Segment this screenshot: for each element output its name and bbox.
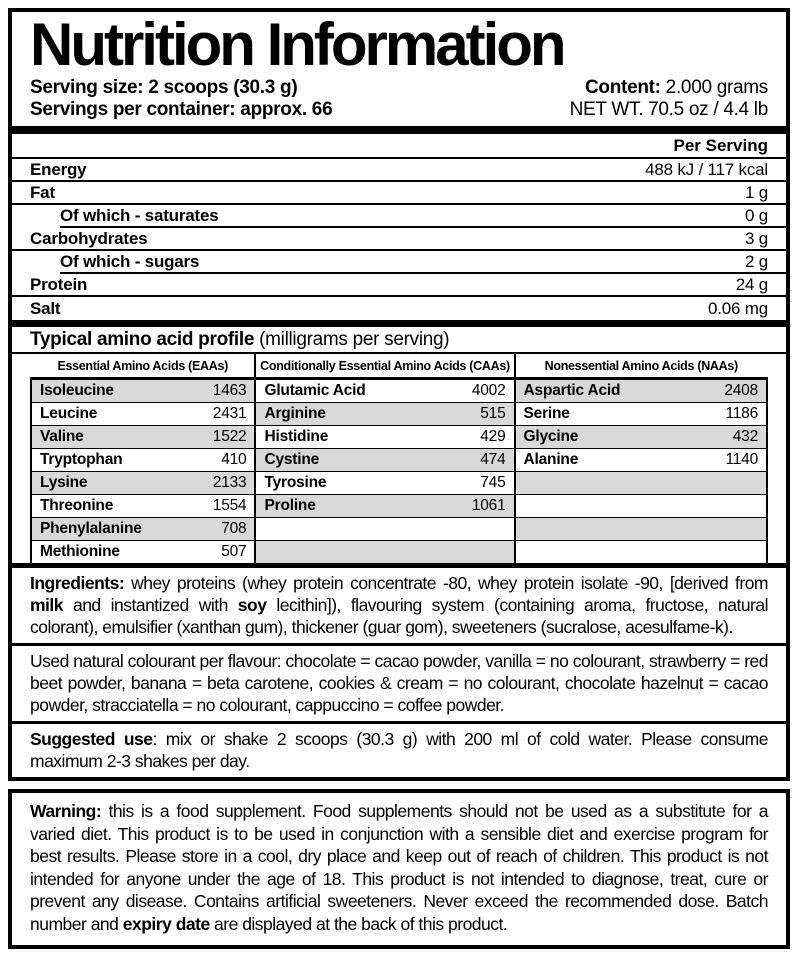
amino-name: Glycine: [523, 428, 579, 445]
ingredients-paragraph: [12, 568, 786, 643]
amino-row-7: [31, 518, 767, 541]
amino-value: 2133: [212, 474, 247, 491]
column-header-eaa: Essential Amino Acids (EAAs): [31, 354, 255, 379]
amino-name: Serine: [523, 405, 570, 422]
table-row-protein: [12, 274, 786, 297]
suggested-use-label: Suggested use: [30, 729, 153, 749]
amino-name: Phenylalanine: [40, 520, 142, 537]
ingredients-text: and instantized with: [63, 595, 238, 615]
amino-name: Tyrosine: [264, 474, 327, 491]
amino-value: 1140: [725, 451, 758, 468]
amino-value: 1463: [212, 382, 247, 399]
content-label: Content:: [585, 77, 661, 98]
amino-value: 2431: [212, 405, 247, 422]
amino-value: 745: [480, 474, 506, 491]
table-row-fat: [12, 182, 786, 205]
servings-per-container: Servings per container: approx. 66: [30, 99, 333, 120]
nutrient-name: Fat: [30, 182, 55, 202]
amino-name: Histidine: [264, 428, 329, 445]
amino-value: 1061: [471, 497, 506, 514]
amino-profile-heading: [12, 327, 786, 354]
nutrient-value: 2 g: [744, 251, 768, 271]
warning-text: this is a food supplement. Food supplements should not be used as a substitute for a varied diet. This product is to be used in conjunction with a sensible diet and exercise program for best results. Please store in a cool, dry place and keep out of reach of children. This product is not intended for anyone under the age of 18. This product is not intended to diagnose, treat, cure or prevent any disease. Contains artificial sweeteners. Never exceed the recommended dose. Batch number and: [30, 801, 768, 934]
amino-name: Lysine: [40, 474, 88, 491]
serving-details: [30, 77, 332, 121]
amino-value: 515: [480, 405, 506, 422]
amino-value: 1186: [725, 405, 758, 422]
page-title: Nutrition Information: [30, 11, 564, 78]
section-divider-top: [12, 126, 786, 134]
amino-heading-note: (milligrams per serving): [254, 329, 450, 350]
amino-value: 4002: [471, 382, 506, 399]
column-header-naa: Nonessential Amino Acids (NAAs): [515, 354, 767, 379]
amino-header-row: [31, 354, 767, 379]
per-serving-header: Per Serving: [12, 134, 786, 159]
warning-text: are displayed at the back of this product.: [209, 913, 508, 934]
amino-name: Valine: [40, 428, 84, 445]
allergen-milk: milk: [30, 595, 64, 615]
amino-name: Leucine: [40, 405, 98, 422]
amino-value: 429: [480, 428, 506, 445]
amino-row-5: [31, 472, 767, 495]
amino-row-4: [31, 449, 767, 472]
amino-row-3: [31, 426, 767, 449]
amino-acid-table: [30, 354, 768, 563]
content-value: 2.000 grams: [660, 77, 768, 98]
amino-value: 1522: [212, 428, 247, 445]
amino-name: Aspartic Acid: [523, 382, 621, 399]
section-divider-amino: [12, 320, 786, 327]
table-row-energy: [12, 159, 786, 182]
allergen-soy: soy: [237, 595, 267, 615]
ingredients-text: whey proteins (whey protein concentrate -80, whey protein isolate -90, [derived from: [124, 573, 768, 593]
nutrient-value: 0.06 mg: [707, 298, 768, 318]
nutrient-name: Salt: [30, 298, 61, 318]
amino-value: 507: [221, 543, 247, 560]
suggested-use-paragraph: [12, 724, 786, 777]
amino-name: Glutamic Acid: [264, 382, 366, 399]
amino-value: 474: [480, 451, 506, 468]
content-line: [570, 77, 768, 99]
amino-row-6: [31, 495, 767, 518]
warning-panel: [8, 789, 790, 949]
amino-row-8: [31, 541, 767, 564]
amino-name: Alanine: [523, 451, 579, 468]
amino-row-2: [31, 403, 767, 426]
amino-name: Arginine: [264, 405, 326, 422]
amino-value: 410: [221, 451, 247, 468]
amino-value: 2408: [724, 382, 758, 399]
ingredients-label: Ingredients:: [30, 573, 125, 593]
amino-name: Proline: [264, 497, 316, 514]
amino-value: 1554: [212, 497, 247, 514]
amino-name: Methionine: [40, 543, 120, 560]
net-weight: NET WT. 70.5 oz / 4.4 lb: [569, 99, 768, 120]
nutrient-name: Of which - saturates: [60, 205, 219, 225]
amino-name: Cystine: [264, 451, 320, 468]
amino-name: Threonine: [40, 497, 114, 514]
nutrient-name: Energy: [30, 159, 87, 179]
colourants-paragraph: Used natural colourant per flavour: chocolate = cacao powder, vanilla = no colourant, strawberry = red beet powder, banana = beta carotene, cookies & cream = no colourant, chocolate hazelnut = cacao powder, stracciatella = no colourant, cappuccino = coffee powder.: [30, 651, 768, 715]
content-details: [570, 77, 768, 121]
amino-name: Tryptophan: [40, 451, 123, 468]
table-row-saturates: [60, 205, 786, 228]
table-row-carbohydrates: [12, 228, 786, 251]
nutrition-label-panel: [8, 8, 790, 781]
warning-label: Warning:: [30, 801, 102, 821]
nutrient-name: Of which - sugars: [60, 251, 200, 271]
empty-cell: [264, 518, 505, 540]
table-row-sugars: [60, 251, 786, 274]
empty-cell: [524, 472, 758, 494]
warning-paragraph: [30, 798, 768, 937]
serving-info: [12, 76, 786, 126]
nutrient-name: Carbohydrates: [30, 228, 148, 248]
serving-size: Serving size: 2 scoops (30.3 g): [30, 77, 298, 98]
nutrient-name: Protein: [30, 274, 88, 294]
empty-cell: [264, 541, 505, 563]
nutrient-value: 488 kJ / 117 kcal: [645, 159, 768, 179]
amino-name: Isoleucine: [40, 382, 114, 399]
suggested-use-text: : mix or shake 2 scoops (30.3 g) with 200 ml of cold water. Please consume maximum 2-3 shakes per day.: [30, 729, 768, 771]
amino-value: 708: [221, 520, 247, 537]
nutrient-value: 3 g: [744, 228, 768, 248]
ingredients-text: lecithin]), flavouring system (containing aroma, fructose, natural colorant), emulsifier (xanthan gum), thickener (guar gom), sweeteners (sucralose, acesulfame-k).: [30, 595, 768, 637]
amino-heading-title: Typical amino acid profile: [30, 329, 255, 350]
empty-cell: [524, 541, 758, 563]
column-header-caa: Conditionally Essential Amino Acids (CAAs): [255, 354, 514, 379]
empty-cell: [524, 518, 758, 540]
nutrient-value: 1 g: [744, 182, 768, 202]
nutrient-value: 0 g: [744, 205, 768, 225]
nutrient-value: 24 g: [735, 274, 768, 294]
expiry-date-label: expiry date: [122, 913, 210, 934]
amino-value: 432: [732, 428, 758, 445]
table-row-salt: [12, 297, 786, 320]
empty-cell: [524, 495, 758, 517]
amino-row-1: [31, 379, 767, 403]
